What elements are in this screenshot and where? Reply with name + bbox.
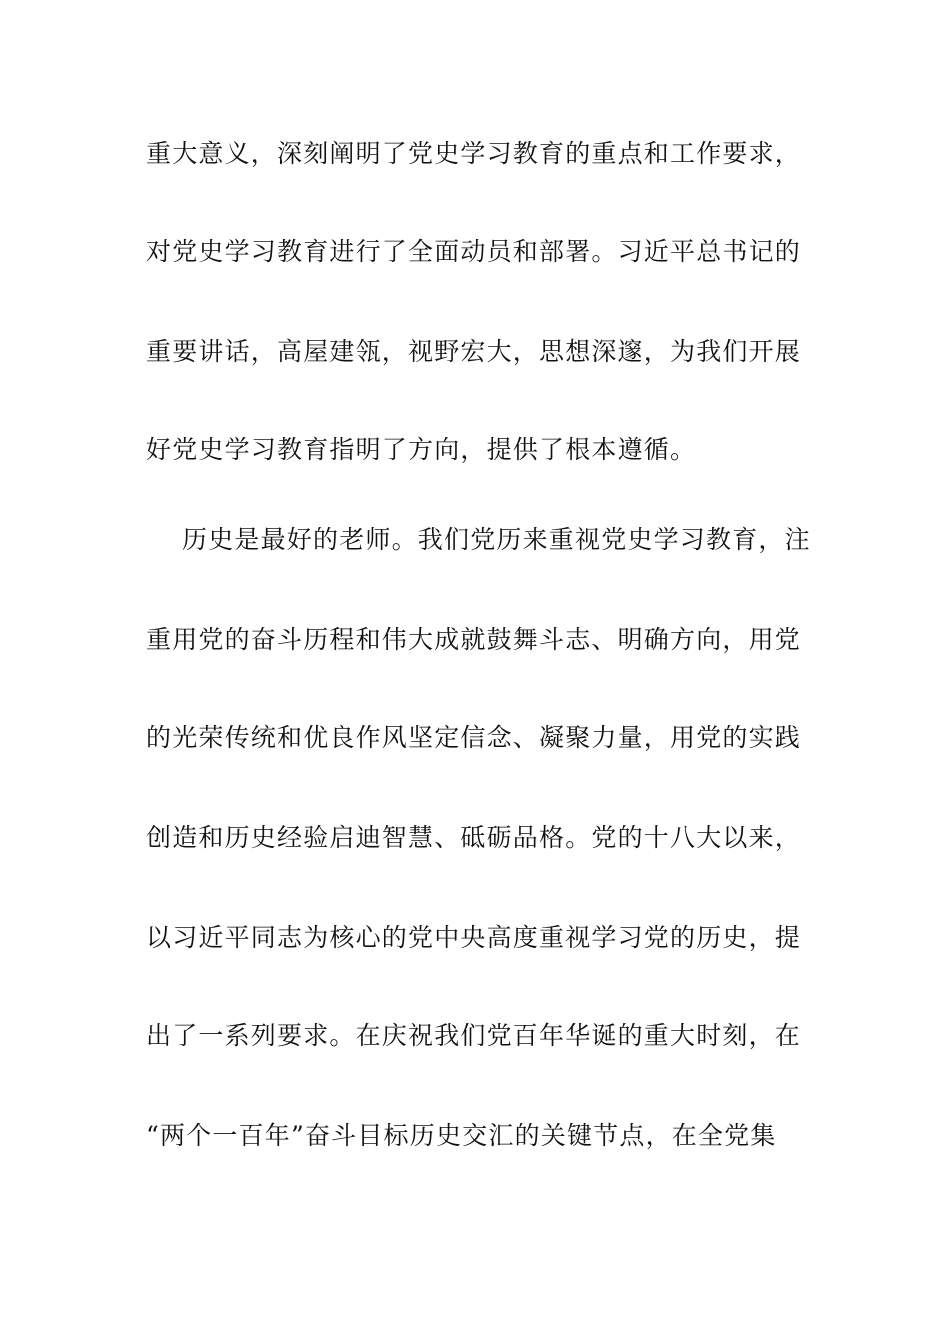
text-line: 对党史学习教育进行了全面动员和部署。习近平总书记的 (146, 237, 802, 266)
text-line: 以习近平同志为核心的党中央高度重视学习党的历史，提 (146, 923, 802, 952)
paragraph-first-line: 历史是最好的老师。我们党历来重视党史学习教育，注 (182, 525, 811, 554)
text-line: “两个一百年”奋斗目标历史交汇的关键节点，在全党集 (146, 1121, 777, 1150)
text-line: 好党史学习教育指明了方向，提供了根本遵循。 (146, 435, 697, 464)
text-line: 创造和历史经验启迪智慧、砥砺品格。党的十八大以来， (146, 823, 802, 852)
text-line: 出了一系列要求。在庆祝我们党百年华诞的重大时刻，在 (146, 1021, 802, 1050)
text-line: 重要讲话，高屋建瓴，视野宏大，思想深邃，为我们开展 (146, 337, 802, 366)
text-line: 的光荣传统和优良作风坚定信念、凝聚力量，用党的实践 (146, 723, 802, 752)
text-line: 重大意义，深刻阐明了党史学习教育的重点和工作要求， (146, 139, 802, 168)
text-line: 重用党的奋斗历程和伟大成就鼓舞斗志、明确方向，用党 (146, 625, 802, 654)
